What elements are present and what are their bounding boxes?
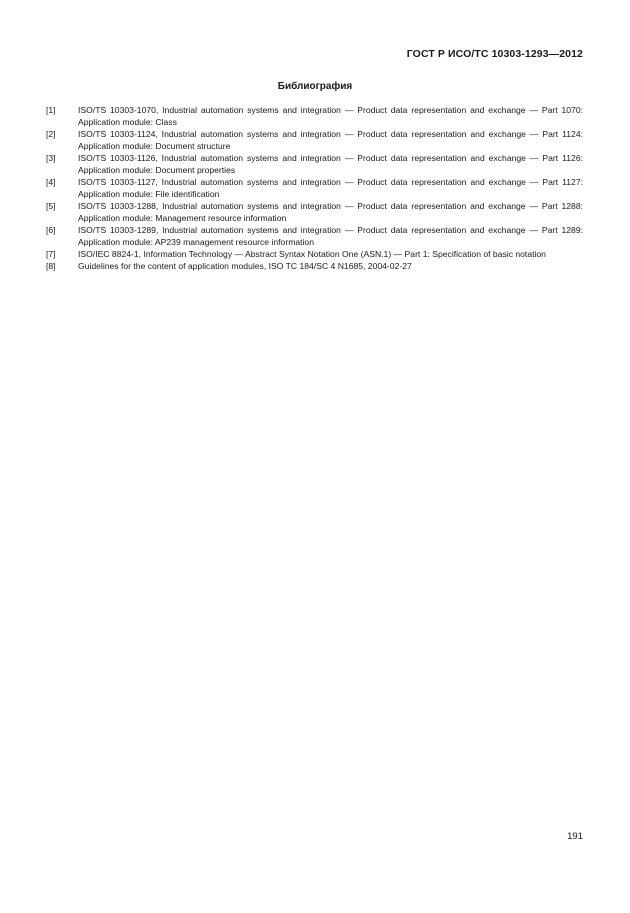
reference-text: ISO/TS 10303-1124, Industrial automation systems and integration — Product data representation and exchange — Part 1124: Application module: Document structure (78, 129, 583, 151)
bibliography-entry (46, 152, 583, 176)
bibliography-entry (46, 128, 583, 152)
reference-number: [1] (46, 105, 56, 115)
bibliography-entry (46, 248, 583, 260)
bibliography-entry (46, 176, 583, 200)
reference-text: ISO/TS 10303-1288, Industrial automation systems and integration — Product data representation and exchange — Part 1288: Application module: Management resource information (78, 201, 583, 223)
section-title: Библиография (277, 81, 353, 92)
reference-number: [6] (46, 225, 56, 235)
reference-number: [4] (46, 177, 56, 187)
page-number: 191 (567, 831, 583, 842)
reference-number: [8] (46, 261, 56, 271)
reference-number: [5] (46, 201, 56, 211)
bibliography-entry (46, 104, 583, 128)
bibliography-list (46, 104, 583, 272)
reference-number: [2] (46, 129, 56, 139)
reference-text: Guidelines for the content of application modules, ISO TC 184/SC 4 N1685, 2004-02-27 (78, 261, 412, 271)
document-header: ГОСТ Р ИСО/ТС 10303-1293—2012 (406, 48, 583, 60)
reference-text: ISO/TS 10303-1289, Industrial automation systems and integration — Product data representation and exchange — Part 1289: Application module: AP239 management resource information (78, 225, 583, 247)
bibliography-entry (46, 224, 583, 248)
bibliography-entry (46, 200, 583, 224)
reference-text: ISO/TS 10303-1070, Industrial automation systems and integration — Product data representation and exchange — Part 1070: Application module: Class (78, 105, 583, 127)
reference-text: ISO/IEC 8824-1, Information Technology — Abstract Syntax Notation One (ASN.1) — Part 1: Specification of basic notation (78, 249, 546, 259)
reference-number: [7] (46, 249, 56, 259)
bibliography-entry (46, 260, 583, 272)
reference-text: ISO/TS 10303-1126, Industrial automation systems and integration — Product data representation and exchange — Part 1126: Application module: Document properties (78, 153, 583, 175)
reference-number: [3] (46, 153, 56, 163)
reference-text: ISO/TS 10303-1127, Industrial automation systems and integration — Product data representation and exchange — Part 1127: Application module: File identification (78, 177, 583, 199)
